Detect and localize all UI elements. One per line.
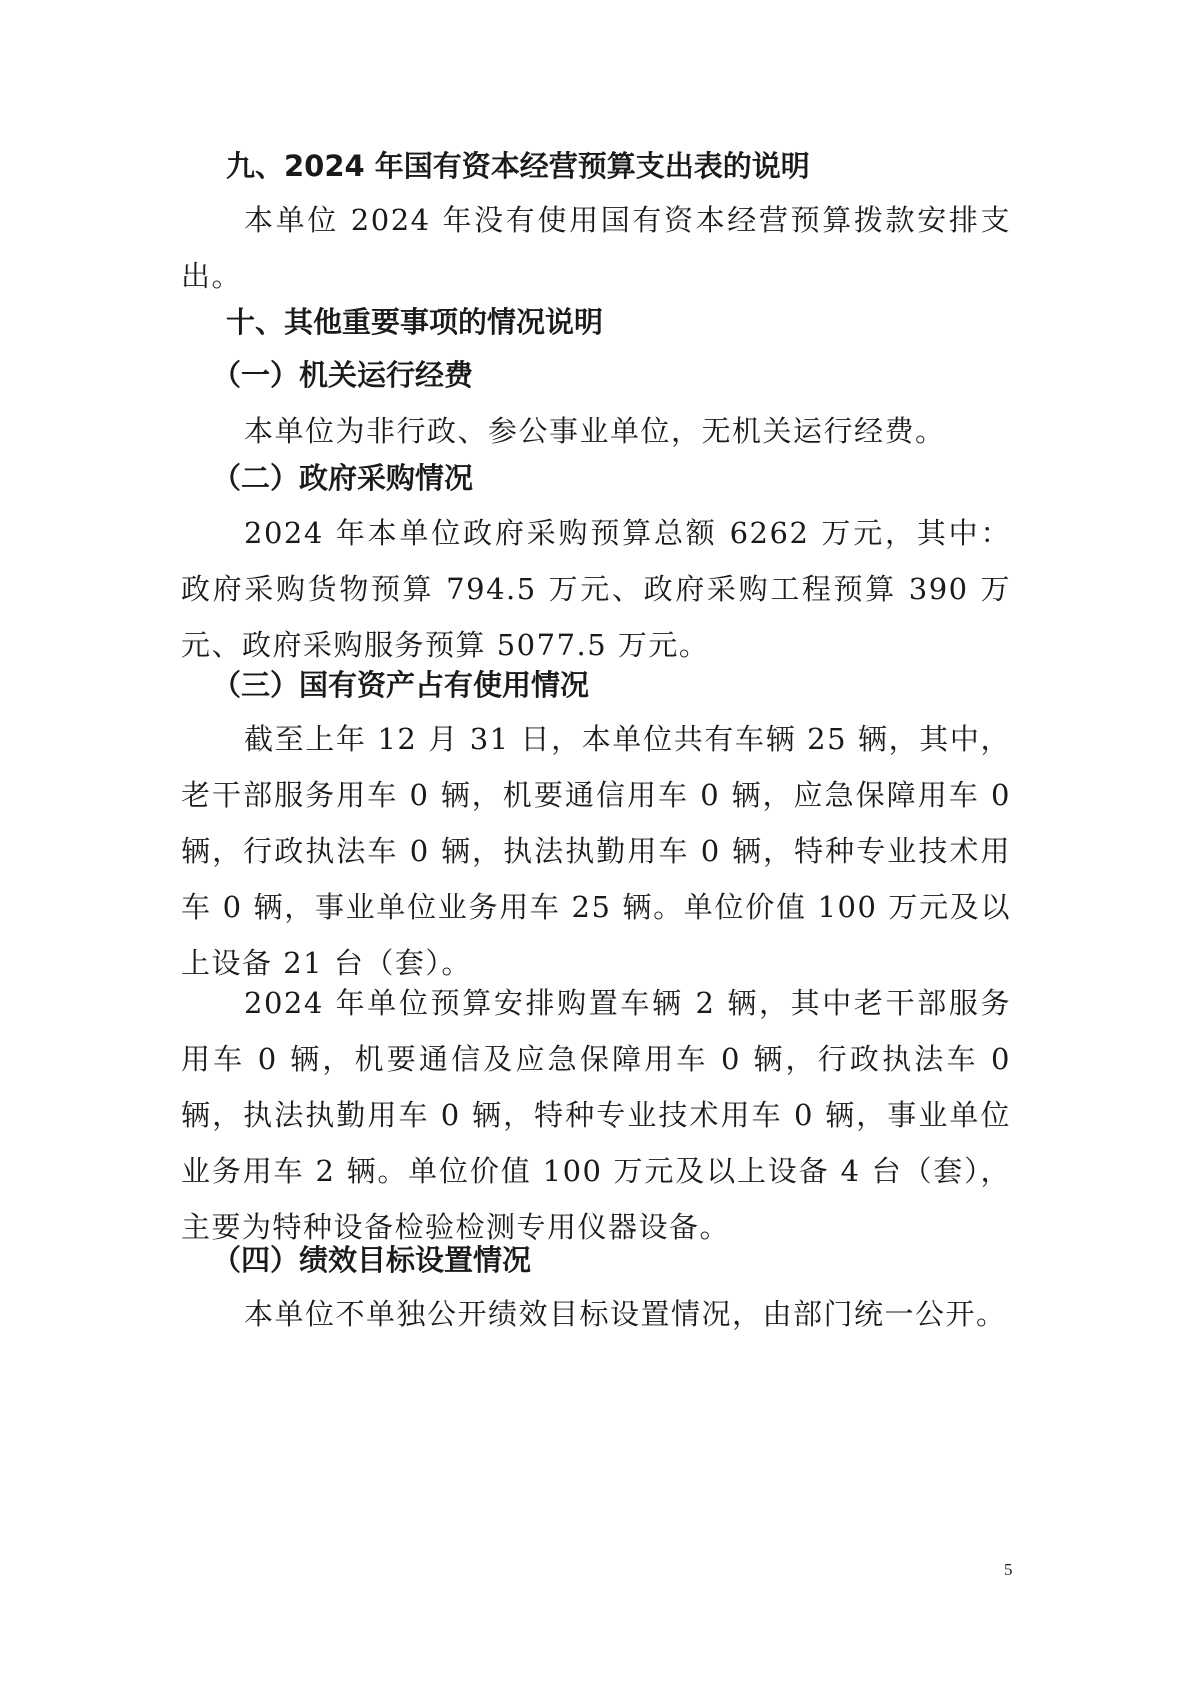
subsection-1-heading: （一）机关运行经费 <box>212 358 474 392</box>
section-10-heading: 十、其他重要事项的情况说明 <box>226 305 604 339</box>
subsection-4-body: 本单位不单独公开绩效目标设置情况，由部门统一公开。 <box>244 1297 1007 1331</box>
subsection-3-heading: （三）国有资产占有使用情况 <box>212 668 590 702</box>
section-9-body: 本单位 2024 年没有使用国有资本经营预算拨款安排支出。 <box>181 203 1011 293</box>
subsection-2-body: 2024 年本单位政府采购预算总额 6262 万元，其中：政府采购货物预算 794.5 万元、政府采购工程预算 390 万元、政府采购服务预算 5077.5 万元。 <box>181 516 1011 662</box>
subsection-3-body-1: 截至上年 12 月 31 日，本单位共有车辆 25 辆，其中，老干部服务用车 0 辆，机要通信用车 0 辆，应急保障用车 0 辆，行政执法车 0 辆，执法执勤用车 0 辆，特种专业技术用车 0 辆，事业单位业务用车 25 辆。单位价值 100 万元及以上设备 21 台（套）。 <box>181 722 1011 980</box>
subsection-2-heading: （二）政府采购情况 <box>212 461 474 495</box>
page-number: 5 <box>1004 1560 1013 1579</box>
subsection-3-body-2: 2024 年单位预算安排购置车辆 2 辆，其中老干部服务用车 0 辆，机要通信及应急保障用车 0 辆，行政执法车 0 辆，执法执勤用车 0 辆，特种专业技术用车 0 辆，事业单位业务用车 2 辆。单位价值 100 万元及以上设备 4 台（套），主要为特种设备检验检测专用仪器设备。 <box>181 986 1011 1244</box>
subsection-1-body: 本单位为非行政、参公事业单位，无机关运行经费。 <box>244 414 946 448</box>
section-9-heading: 九、2024 年国有资本经营预算支出表的说明 <box>226 149 810 183</box>
subsection-4-heading: （四）绩效目标设置情况 <box>212 1243 532 1277</box>
